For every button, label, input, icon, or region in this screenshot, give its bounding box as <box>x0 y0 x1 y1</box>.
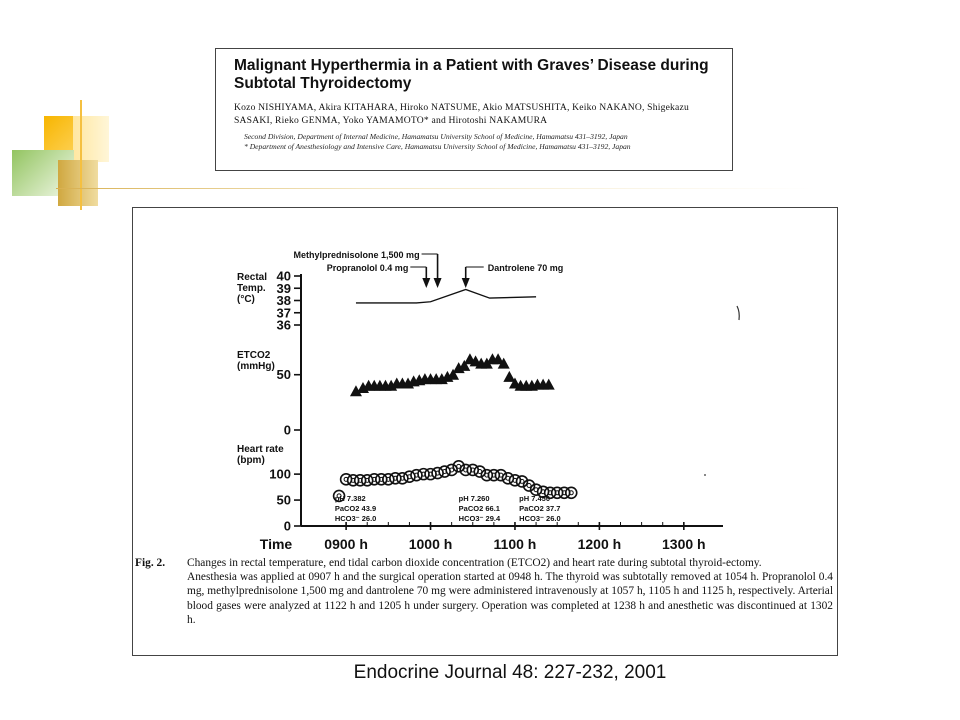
y-tick-label-etco2: 0 <box>283 422 291 438</box>
scan-mark <box>737 306 739 320</box>
scan-dot <box>704 474 706 476</box>
x-tick-label: 0900 h <box>324 536 368 552</box>
arrow-dantrolene-head <box>462 278 470 288</box>
y-axis-label-temp: (°C) <box>237 294 255 305</box>
y-axis-label-etco2: ETCO2 <box>237 350 271 361</box>
y-tick-label-temp: 38 <box>276 293 291 308</box>
blood-gas-label-0: PaCO2 43.9 <box>334 504 377 513</box>
paper-title: Malignant Hyperthermia in a Patient with Graves’ Disease during Subtotal Thyroidectomy <box>234 57 709 92</box>
paper-affiliation-2: * Department of Anesthesiology and Intensive Care, Hamamatsu University School of Medicine, Hamamatsu 431–3192, Japan <box>244 142 631 151</box>
annotation-dantrolene: Dantrolene 70 mg <box>487 263 564 273</box>
y-tick-label-etco2: 50 <box>276 367 291 383</box>
paper-header <box>215 48 733 171</box>
decorative-line-vertical <box>80 100 82 210</box>
y-tick-label-temp: 40 <box>276 268 291 284</box>
annotation-propranolol: Propranolol 0.4 mg <box>326 263 409 273</box>
data-point-heart_rate <box>495 470 506 481</box>
arrow-methylprednisolone-head <box>434 278 442 288</box>
y-tick-label-temp: 39 <box>276 280 291 296</box>
y-tick-label-heart_rate: 100 <box>269 466 291 482</box>
citation: Endocrine Journal 48: 227-232, 2001 <box>353 662 667 683</box>
data-point-heart_rate <box>502 473 513 484</box>
figure-caption-first: Changes in rectal temperature, end tidal carbon dioxide concentration (ETCO2) and heart rate during subtotal thyroid-ectomy. <box>187 557 762 569</box>
blood-gas-label-1: PaCO2 66.1 <box>458 504 500 513</box>
blood-gas-label-1: HCO3⁻ 29.4 <box>458 514 501 523</box>
figure-chart <box>133 208 837 553</box>
figure-panel <box>132 207 838 656</box>
arrow-propranolol-head <box>422 278 430 288</box>
paper-authors: Kozo NISHIYAMA, Akira KITAHARA, Hiroko NATSUME, Akio MATSUSHITA, Keiko NAKANO, Shigekazu SASAKI, Rieko GENMA, Yoko YAMAMOTO* and Hirotoshi NAKAMURA <box>234 102 689 126</box>
y-tick-label-temp: 36 <box>276 317 291 333</box>
x-tick-label: 1300 h <box>662 536 706 552</box>
x-tick-label: 1000 h <box>408 536 453 552</box>
y-tick-label-heart_rate: 50 <box>276 492 291 508</box>
x-tick-label: 1100 h <box>493 536 537 552</box>
blood-gas-label-2: HCO3⁻ 26.0 <box>519 514 561 523</box>
figure-label: Fig. 2. <box>135 557 166 569</box>
y-axis-label-temp: Temp. <box>237 283 266 294</box>
figure-caption-body: Anesthesia was applied at 0907 h and the surgical operation started at 0948 h. The thyroid was subtotally removed at 1054 h. Propranolol 0.4 mg, methylprednisolone 1,500 mg and dantrolene 70 mg were administered intravenously at 1057 h, 1105 h and 1125 h, respectively. Arterial blood gases were analyzed at 1122 h and 1205 h under surgery. Operation was completed at 1238 h and anesthetic was discontinued at 1302 h. <box>187 571 833 626</box>
blood-gas-label-2: pH 7.450 <box>519 494 551 503</box>
y-tick-label-temp: 37 <box>276 305 291 321</box>
y-axis-label-heart_rate: Heart rate <box>237 444 284 455</box>
x-axis-label: Time <box>259 536 293 552</box>
data-point-heart_rate <box>566 487 577 498</box>
figure-caption <box>135 556 833 627</box>
series-line-temp <box>356 289 536 302</box>
blood-gas-label-0: pH 7.382 <box>334 494 366 503</box>
y-axis-label-heart_rate: (bpm) <box>237 455 265 466</box>
y-axis-label-temp: Rectal <box>237 272 268 283</box>
y-axis-label-etco2: (mmHg) <box>237 361 275 372</box>
blood-gas-label-0: HCO3⁻ 26.0 <box>334 514 377 523</box>
decorative-line-horizontal <box>56 188 816 189</box>
annotation-methylprednisolone: Methylprednisolone 1,500 mg <box>293 250 420 260</box>
blood-gas-label-1: pH 7.260 <box>458 494 490 503</box>
x-tick-label: 1200 h <box>577 536 622 552</box>
paper-affiliation-1: Second Division, Department of Internal Medicine, Hamamatsu University School of Medicine, Hamamatsu 431–3192, Japan <box>244 132 628 141</box>
decorative-square-olive <box>58 160 98 206</box>
blood-gas-label-2: PaCO2 37.7 <box>519 504 561 513</box>
y-tick-label-heart_rate: 0 <box>283 518 291 534</box>
decorative-square-light <box>73 116 109 162</box>
